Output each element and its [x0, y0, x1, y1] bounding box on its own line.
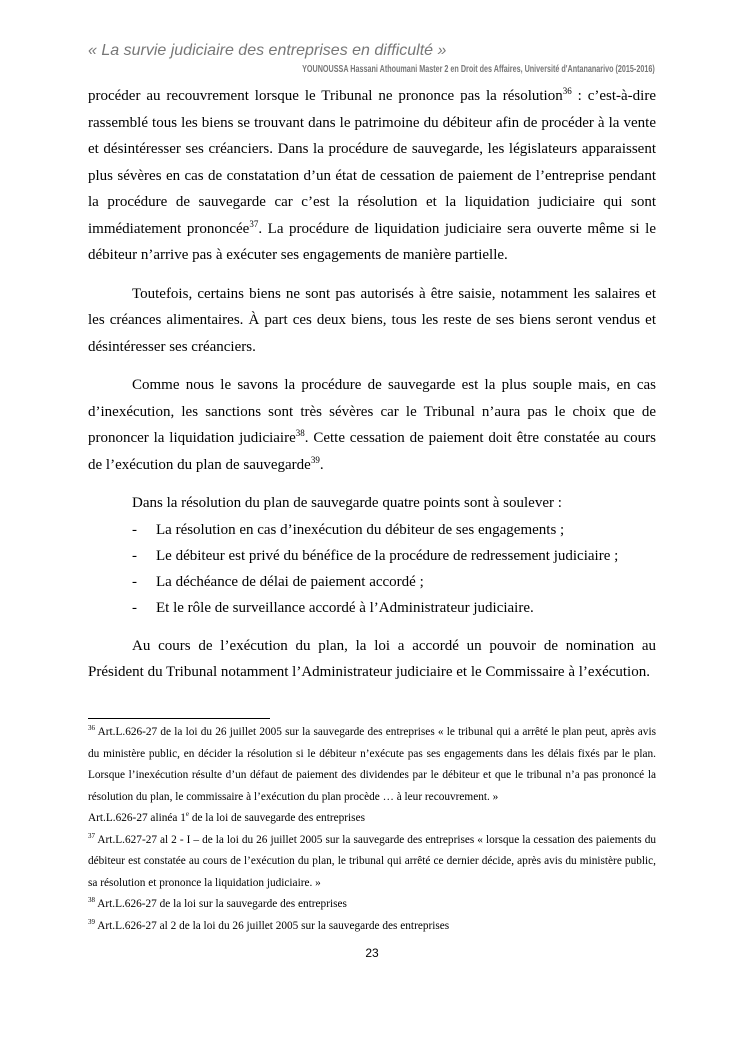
footnote-ref[interactable]: 37 — [249, 218, 259, 229]
footnote-39: $^{39}$ Art.L.626-27 al 2 de la loi du 26 juillet 2005 sur la sauvegarde des entreprises — [88, 917, 450, 932]
footnote-ref[interactable]: 36 — [562, 86, 572, 96]
footnote-37: $^{37}$ Art.L.627-27 al 2 - I – de la loi du 26 juillet 2005 sur la sauvegarde des entreprises « lorsque la cessation des paiements du débiteur est constatée au cours de l’exécution du plan, le tribunal qui arrêté ce dernier décide, après avis du ministère public, sa résolution et prononce la liquidation judiciaire. » — [88, 831, 656, 889]
bullet-list — [88, 517, 656, 621]
paragraph: procéder au recouvrement lorsque le Tribunal ne prononce pas la résolution$^{36}$ : c’est-à-dire rassemblé tous les biens se trouvant dans le patrimoine du débiteur afin de procéder à la vente et désintéresser ses créanciers. Dans la procédure de sauvegarde, les législateurs apparaissent plus sévères en cas de constatation d’un état de cessation de paiement de l’entreprise pendant la procédure de sauvegarde car c’est la résolution et la liquidation judiciaire qui sont immédiatement prononcée$^{37}$. La procédure de liquidation judiciaire sera ouverte même si le débiteur n’arrive pas à exécuter ses engagements de manière partielle. — [88, 86, 656, 263]
bullet-dash: - — [132, 521, 137, 538]
list-item: - La déchéance de délai de paiement accordé ; — [88, 569, 656, 595]
paragraph: Au cours de l’exécution du plan, la loi a accordé un pouvoir de nomination au Président du Tribunal notamment l’Administrateur judiciaire et le Commissaire à l’exécution. — [88, 637, 656, 680]
footnote-36: $^{36}$ Art.L.626-27 de la loi du 26 juillet 2005 sur la sauvegarde des entreprises « le tribunal qui a arrêté le plan peut, après avis du ministère public, en décider la résolution si le débiteur n’exécute pas ses engagements dans les délais fixés par le plan. Lorsque l’inexécution résulte d’un défaut de paiement des dividendes par le débiteur et que le tribunal n’a pas prononcé la résolution du plan, le commissaire à l’exécution du plan procède … à leur recouvrement. » — [88, 724, 656, 803]
bullet-dash: - — [132, 547, 137, 564]
bullet-dash: - — [132, 573, 137, 590]
footnote-38: $^{38}$ Art.L.626-27 de la loi sur la sauvegarde des entreprises — [88, 896, 347, 910]
footnotes — [88, 722, 656, 937]
paragraph: Comme nous le savons la procédure de sauvegarde est la plus souple mais, en cas d’inexécution, les sanctions sont très sévères car le Tribunal n’aura pas le choix que de prononcer la liquidation judiciaire$^{38}$. Cette cessation de paiement doit être constatée au cours de l’exécution du plan de sauvegarde$^{39}$. — [88, 377, 656, 473]
list-item: - Le débiteur est privé du bénéfice de la procédure de redressement judiciaire ; — [88, 543, 656, 569]
footnote-ref[interactable]: 38 — [295, 428, 305, 438]
footnote-36-continued: Art.L.626-27 alinéa 1e de la loi de sauvegarde des entreprises — [88, 810, 365, 824]
footnote-ref[interactable]: 39 — [310, 454, 320, 465]
body-text — [88, 83, 656, 686]
list-item: - Et le rôle de surveillance accordé à l’Administrateur judiciaire. — [88, 595, 656, 621]
page-number: 23 — [365, 946, 379, 960]
footnote-separator — [88, 718, 270, 719]
paragraph: Toutefois, certains biens ne sont pas autorisés à être saisie, notamment les salaires et les créances alimentaires. À part ces deux biens, tous les reste de ses biens seront vendus et désintéresser ses créanciers. — [88, 285, 656, 355]
running-header-author: YOUNOUSSA Hassani Athoumani Master 2 en Droit des Affaires, Université d'Antananarivo (2015-2016) — [302, 64, 655, 75]
running-header-title: « La survie judiciaire des entreprises en difficulté » — [88, 42, 447, 59]
paragraph: Dans la résolution du plan de sauvegarde quatre points sont à soulever : — [132, 495, 562, 511]
list-item: - La résolution en cas d’inexécution du débiteur de ses engagements ; — [88, 517, 656, 543]
bullet-dash: - — [132, 599, 137, 616]
